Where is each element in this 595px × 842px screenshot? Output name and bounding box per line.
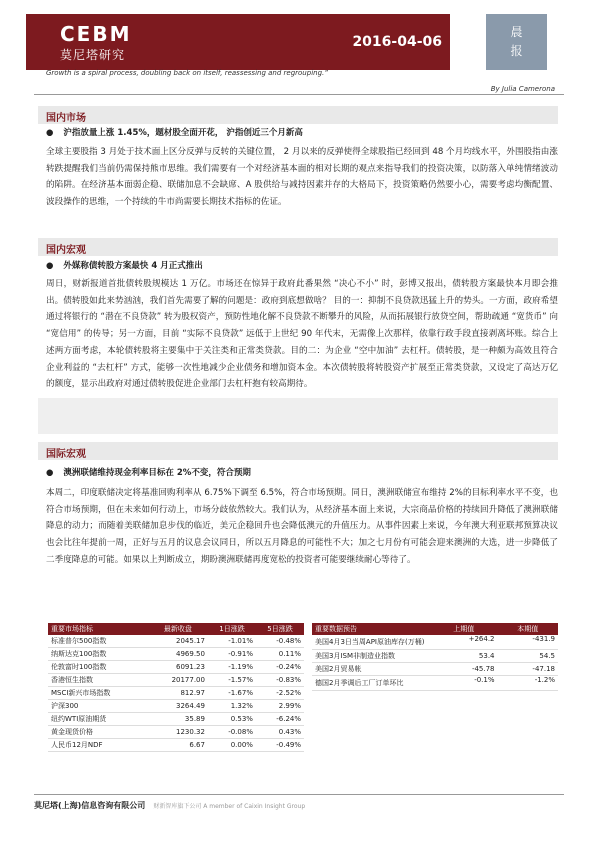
table-cell: -0.08%	[208, 726, 256, 739]
quote: Growth is a spiral process, doubling back on itself, reassessing and regrouping.”	[46, 69, 328, 77]
table-cell: 812.97	[148, 687, 208, 700]
table-cell: 伦敦富时100指数	[48, 661, 148, 674]
headline-text: 沪指放量上涨 1.45%，题材股全面开花， 沪指创近三个月新高	[63, 128, 303, 138]
section-paragraph: 周日，财新报道首批债转股规模达 1 万亿。市场还在惊异于政府此番果然 “决心不小” 时，彭博又报出，债转股方案最快本月即会推出。债转股如此来势汹汹，我们首先需要了解的问题是：政府到底想做啥？ 目的一：抑制不良贷款迅猛上升的势头。一方面，政府希望通过将银行的 “潜在不良贷款” 转为股权资产，预防性地化解不良贷款不断攀升的风险，从而拓展银行放贷空间，帮助疏通 “宽货币” 向 “宽信用” 的传导；另一方面，目前 “实际不良贷款” 远低于上世纪 90 年代末，无需像上次那样，依靠行政手段直接剥离坏账。综合上述两方面考虑，本轮债转股将主要集中于关注类和正常类贷款。目的二：为企业 “空中加油” 去杠杆。债转股，是一种颇为高效且符合企业利益的 “去杠杆” 方式，能够一次性地减少企业债务和增加资本金。本次债转股将转股资产扩展至正常类贷款，又设定了高达万亿的额度，显示出政府对通过债转股促进企业部门去杠杆抱有较高期待。	[46, 279, 558, 390]
section-bar-domestic-macro	[38, 238, 558, 256]
table-row	[312, 676, 558, 691]
table-cell: 6091.23	[148, 661, 208, 674]
highlight-shade	[38, 398, 558, 434]
table-row	[48, 648, 304, 661]
header-divider	[34, 94, 564, 95]
table-row	[312, 635, 558, 650]
table-cell: 1230.32	[148, 726, 208, 739]
table-cell: 2.99%	[256, 700, 304, 713]
table-row	[48, 635, 304, 648]
table-row	[48, 661, 304, 674]
table-cell: -1.19%	[208, 661, 256, 674]
section-title-domestic-macro: 国内宏观	[46, 245, 86, 256]
table-cell: -1.01%	[208, 635, 256, 648]
report-type-tag	[486, 14, 547, 70]
footer-divider	[34, 794, 564, 795]
bullet-headline	[46, 466, 251, 478]
tag-line-1: 晨	[510, 25, 523, 39]
table-cell: 黄金现货价格	[48, 726, 148, 739]
data-preview-table	[312, 623, 558, 691]
bullet-icon: ●	[46, 128, 54, 138]
market-indicators-table	[48, 623, 304, 752]
table-cell: 35.89	[148, 713, 208, 726]
column-header: 重要市场指标	[48, 623, 148, 635]
section-paragraph: 本周二，印度联储决定将基准回购利率从 6.75%下调至 6.5%，符合市场预期。同日，澳洲联储宣布维持 2%的目标利率水平不变，也符合市场预期，但在未来如何行动上，市场分歧依然较大。我们认为，从经济基本面上来说，大宗商品价格的持续回升降低了澳洲联储降息的动力；而随着美联储加息步伐的临近，美元企稳回升也会降低澳元的升值压力。从事件因素上来说，今年澳大利亚联邦预算决议也会比往年提前一周，正好与五月的议息会议同日，所以五月降息的可能性不大；加之七月份有可能会迎来澳洲的大选，进一步降低了二季度降息的可能。如果以上判断成立，期盼澳洲联储再度宽松的投资者可能要继续耐心等待了。	[46, 488, 558, 565]
table-row	[312, 650, 558, 663]
header-banner	[26, 14, 450, 70]
footer	[34, 800, 305, 811]
table-cell: 美国3月ISM非制造业指数	[312, 650, 430, 663]
table-cell: -0.1%	[430, 676, 498, 691]
table-row	[48, 674, 304, 687]
table-row	[48, 726, 304, 739]
table-cell: -6.24%	[256, 713, 304, 726]
table-row	[48, 687, 304, 700]
table-row	[312, 663, 558, 676]
tag-line-2: 报	[510, 44, 523, 58]
table-cell: 美国2月贸易帐	[312, 663, 430, 676]
column-header: 本期值	[498, 623, 558, 635]
table-cell: -45.78	[430, 663, 498, 676]
table-cell: 香港恒生指数	[48, 674, 148, 687]
headline-text: 澳洲联储维持现金利率目标在 2%不变，符合预期	[63, 468, 251, 478]
table-cell: 0.11%	[256, 648, 304, 661]
table-cell: 标准普尔500指数	[48, 635, 148, 648]
table-header-row	[48, 623, 304, 635]
table-cell: 纽约WTI原油期货	[48, 713, 148, 726]
table-row	[48, 700, 304, 713]
section-bar-domestic-market	[38, 106, 558, 124]
table-cell: MSCI新兴市场指数	[48, 687, 148, 700]
bullet-icon: ●	[46, 468, 54, 478]
table-cell: -0.83%	[256, 674, 304, 687]
table-header-row	[312, 623, 558, 635]
report-header	[26, 14, 547, 70]
section-paragraph: 全球主要股指 3 月处于技术面上区分反弹与反转的关键位置， 2 月以来的反弹使得全球股指已经回到 48 个月均线水平，外围股指由涨转跌提醒我们当前仍需保持熊市思维。我们需要有一个对经济基本面的相对长期的观点来指导我们的投资决策，以防落入单纯情绪波动的陷阱。在经济基本面弱企稳、联储加息不会缺席、A 股供给与减持因素并存的大格局下，投资策略仍然要小心，需要考虑均衡配置、波段操作的思维，一个持续的牛市尚需要长期技术指标的佐证。	[46, 147, 558, 208]
section-bar-international-macro	[38, 442, 558, 460]
table-cell: 2045.17	[148, 635, 208, 648]
table-cell: 纳斯达克100指数	[48, 648, 148, 661]
table-cell: -1.67%	[208, 687, 256, 700]
table-cell: -1.2%	[498, 676, 558, 691]
bullet-headline	[46, 259, 203, 271]
table-cell: -1.57%	[208, 674, 256, 687]
table-cell: 0.43%	[256, 726, 304, 739]
table-cell: 53.4	[430, 650, 498, 663]
table-row	[48, 739, 304, 752]
table-cell: -0.49%	[256, 739, 304, 752]
quote-author: By Julia Camerona	[490, 85, 555, 93]
column-header: 最新收盘	[148, 623, 208, 635]
footer-subtitle: 财新智库旗下公司 A member of Caixin Insight Group	[153, 803, 306, 810]
table-cell: -2.52%	[256, 687, 304, 700]
table-cell: 沪深300	[48, 700, 148, 713]
headline-text: 外媒称债转股方案最快 4 月正式推出	[63, 261, 203, 271]
table-cell: 54.5	[498, 650, 558, 663]
table-cell: +264.2	[430, 635, 498, 650]
table-cell: 1.32%	[208, 700, 256, 713]
table-cell: -0.48%	[256, 635, 304, 648]
column-header: 1日涨跌	[208, 623, 256, 635]
table-cell: -431.9	[498, 635, 558, 650]
table-cell: 德国2月季调后工厂订单环比	[312, 676, 430, 691]
bullet-icon: ●	[46, 261, 54, 271]
table-cell: 6.67	[148, 739, 208, 752]
table-cell: 3264.49	[148, 700, 208, 713]
table-cell: 0.00%	[208, 739, 256, 752]
section-title-international-macro: 国际宏观	[46, 449, 86, 460]
table-cell: 4969.50	[148, 648, 208, 661]
table-cell: -0.24%	[256, 661, 304, 674]
table-cell: 20177.00	[148, 674, 208, 687]
table-cell: -47.18	[498, 663, 558, 676]
column-header: 上期值	[430, 623, 498, 635]
footer-company: 莫尼塔(上海)信息咨询有限公司	[34, 801, 146, 810]
table-cell: 人民币12月NDF	[48, 739, 148, 752]
table-row	[48, 713, 304, 726]
column-header: 重要数据预告	[312, 623, 430, 635]
table-cell: 0.53%	[208, 713, 256, 726]
logo-subtitle: 莫尼塔研究	[60, 48, 126, 62]
column-header: 5日涨跌	[256, 623, 304, 635]
table-cell: 美国4月3日当周API原油库存(万桶)	[312, 635, 430, 650]
section-title-domestic-market: 国内市场	[46, 113, 86, 124]
bullet-headline	[46, 126, 303, 138]
table-cell: -0.91%	[208, 648, 256, 661]
report-date: 2016-04-06	[352, 34, 442, 50]
cebm-logo: CEBM	[60, 22, 132, 46]
